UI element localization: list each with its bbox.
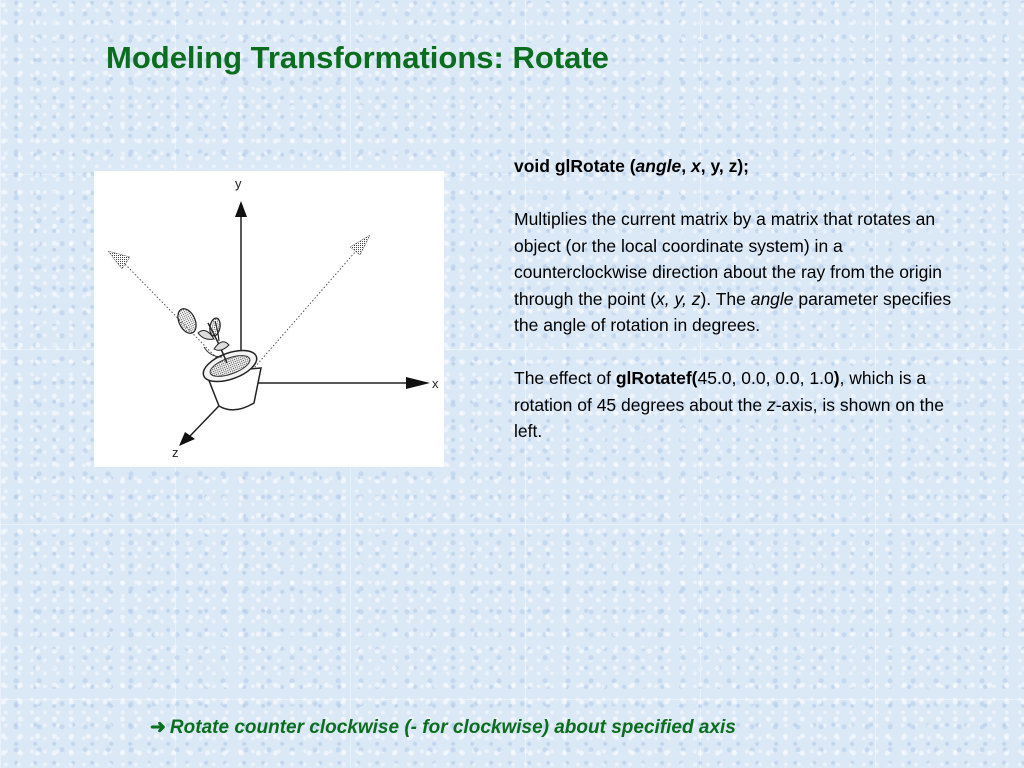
rotated-x-arrowhead: [350, 235, 370, 255]
para1-text3: parameter specifies the angle of rotation in degrees.: [514, 288, 952, 335]
para2-text3: -axis, is shown on the left.: [514, 394, 944, 441]
para2-text1: The effect of: [514, 368, 616, 388]
y-axis-label: y: [235, 176, 242, 191]
signature-x: x: [690, 156, 701, 176]
description-paragraph: [514, 206, 954, 339]
rotated-y-arrowhead: [108, 251, 130, 269]
footer-text: Rotate counter clockwise (- for clockwise) about specified axis: [169, 717, 736, 738]
para1-point: x, y, z: [656, 288, 701, 309]
signature-rest: , y, z);: [700, 156, 750, 176]
para2-axis: z: [766, 394, 776, 415]
rotation-diagram: [94, 171, 444, 467]
description-block: [514, 153, 954, 471]
para2-text2: , which is a rotation of 45 degrees about the: [514, 368, 927, 415]
flower-pot-drawing: [174, 306, 261, 410]
rotation-figure: [94, 171, 444, 467]
footer-note: [150, 716, 736, 739]
signature-sep: ,: [681, 156, 691, 176]
para1-text2: ). The: [700, 288, 751, 309]
slide-title: Modeling Transformations: Rotate: [106, 40, 609, 75]
example-paragraph: [514, 365, 954, 445]
function-signature: [514, 153, 954, 180]
z-axis-label: z: [172, 445, 179, 460]
arrow-icon: ➜: [150, 717, 166, 738]
para2-func: glRotatef(: [615, 368, 698, 388]
signature-prefix: void glRotate (: [514, 156, 636, 176]
rotated-x-axis: [241, 251, 356, 383]
x-axis-arrowhead: [406, 377, 430, 389]
x-axis-label: x: [432, 376, 439, 391]
para1-text1: Multiplies the current matrix by a matrix that rotates an object (or the local coordinate system) in a counterclockwise direction about the ray from the origin through the point (: [514, 209, 942, 309]
y-axis-arrowhead: [235, 201, 247, 217]
signature-angle: angle: [635, 156, 682, 176]
para2-close: ): [833, 368, 840, 388]
para1-angle: angle: [750, 288, 794, 309]
para2-args: 45.0, 0.0, 0.0, 1.0: [697, 368, 834, 388]
